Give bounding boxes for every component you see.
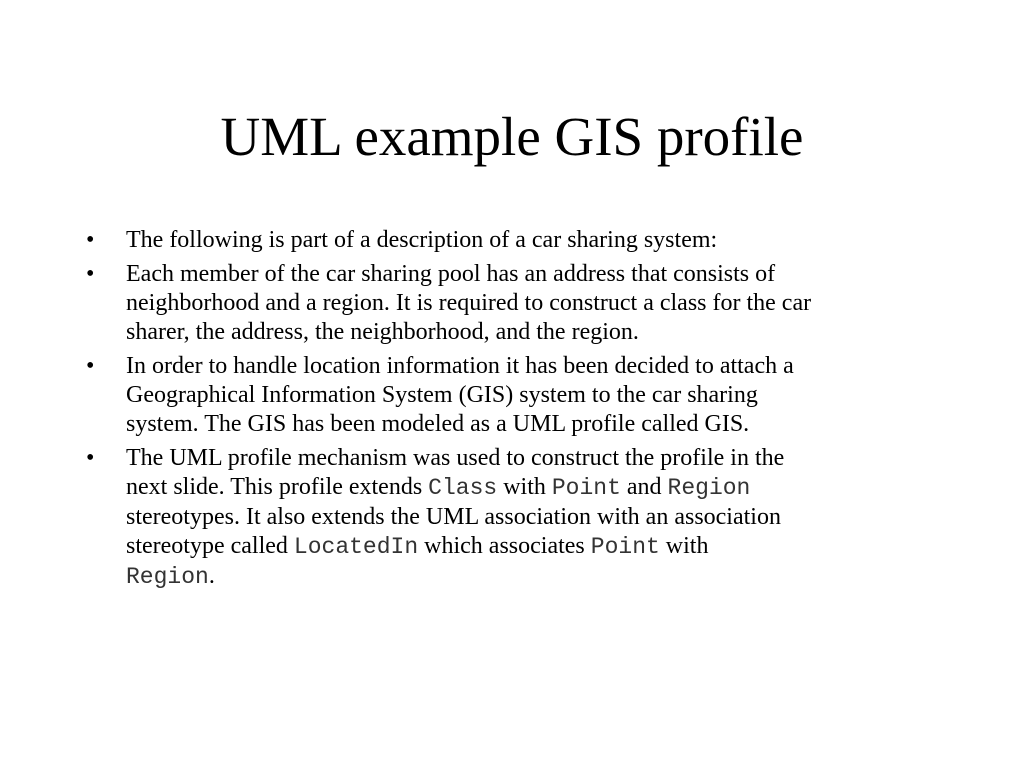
bullet-line — [126, 352, 1000, 381]
bullet-item — [0, 352, 1000, 439]
bullet-list — [0, 226, 1000, 597]
text-segment: with — [497, 474, 552, 500]
bullet-item — [0, 260, 1000, 347]
text-segment: The UML profile mechanism was used to construct the profile in the — [126, 445, 785, 471]
text-segment: next slide. This profile extends — [126, 474, 429, 500]
bullet-line — [126, 260, 1000, 289]
code-term: Region — [667, 475, 751, 501]
bullet-line — [126, 444, 1000, 473]
text-segment: The following is part of a description of a car sharing system: — [126, 227, 718, 253]
bullet-line — [126, 381, 1000, 410]
code-term: Region — [126, 564, 209, 590]
code-term: Class — [428, 475, 498, 501]
bullet-item — [0, 444, 1000, 592]
bullet-line — [126, 318, 1000, 347]
text-segment: Geographical Information System (GIS) system to the car sharing — [126, 382, 758, 408]
text-segment: system. The GIS has been modeled as a UML profile called GIS. — [126, 411, 750, 437]
text-segment: . — [208, 563, 215, 589]
text-segment: In order to handle location information it has been decided to attach a — [126, 353, 794, 379]
bullet-item — [0, 226, 1000, 255]
bullet-marker: • — [86, 353, 95, 379]
text-segment: neighborhood and a region. It is required to construct a class for the car — [126, 290, 812, 316]
bullet-line — [126, 473, 1000, 503]
bullet-marker: • — [86, 261, 95, 287]
bullet-line — [126, 289, 1000, 318]
text-segment: Each member of the car sharing pool has an address that consists of — [126, 261, 776, 287]
bullet-line — [126, 226, 1000, 255]
code-term: LocatedIn — [293, 534, 419, 560]
bullet-marker: • — [86, 227, 95, 253]
bullet-line — [126, 562, 1000, 592]
bullet-line — [126, 532, 1000, 562]
bullet-line — [126, 503, 1000, 532]
code-term: Point — [590, 534, 660, 560]
slide-title: UML example GIS profile — [220, 106, 804, 167]
text-segment: with — [659, 533, 709, 559]
text-segment: stereotype called — [126, 533, 294, 559]
bullet-marker: • — [86, 445, 95, 471]
text-segment: which associates — [418, 533, 591, 559]
text-segment: sharer, the address, the neighborhood, and the region. — [126, 319, 639, 345]
text-segment: and — [620, 474, 668, 500]
code-term: Point — [551, 475, 621, 501]
text-segment: stereotypes. It also extends the UML association with an association — [126, 504, 781, 530]
bullet-line — [126, 410, 1000, 439]
